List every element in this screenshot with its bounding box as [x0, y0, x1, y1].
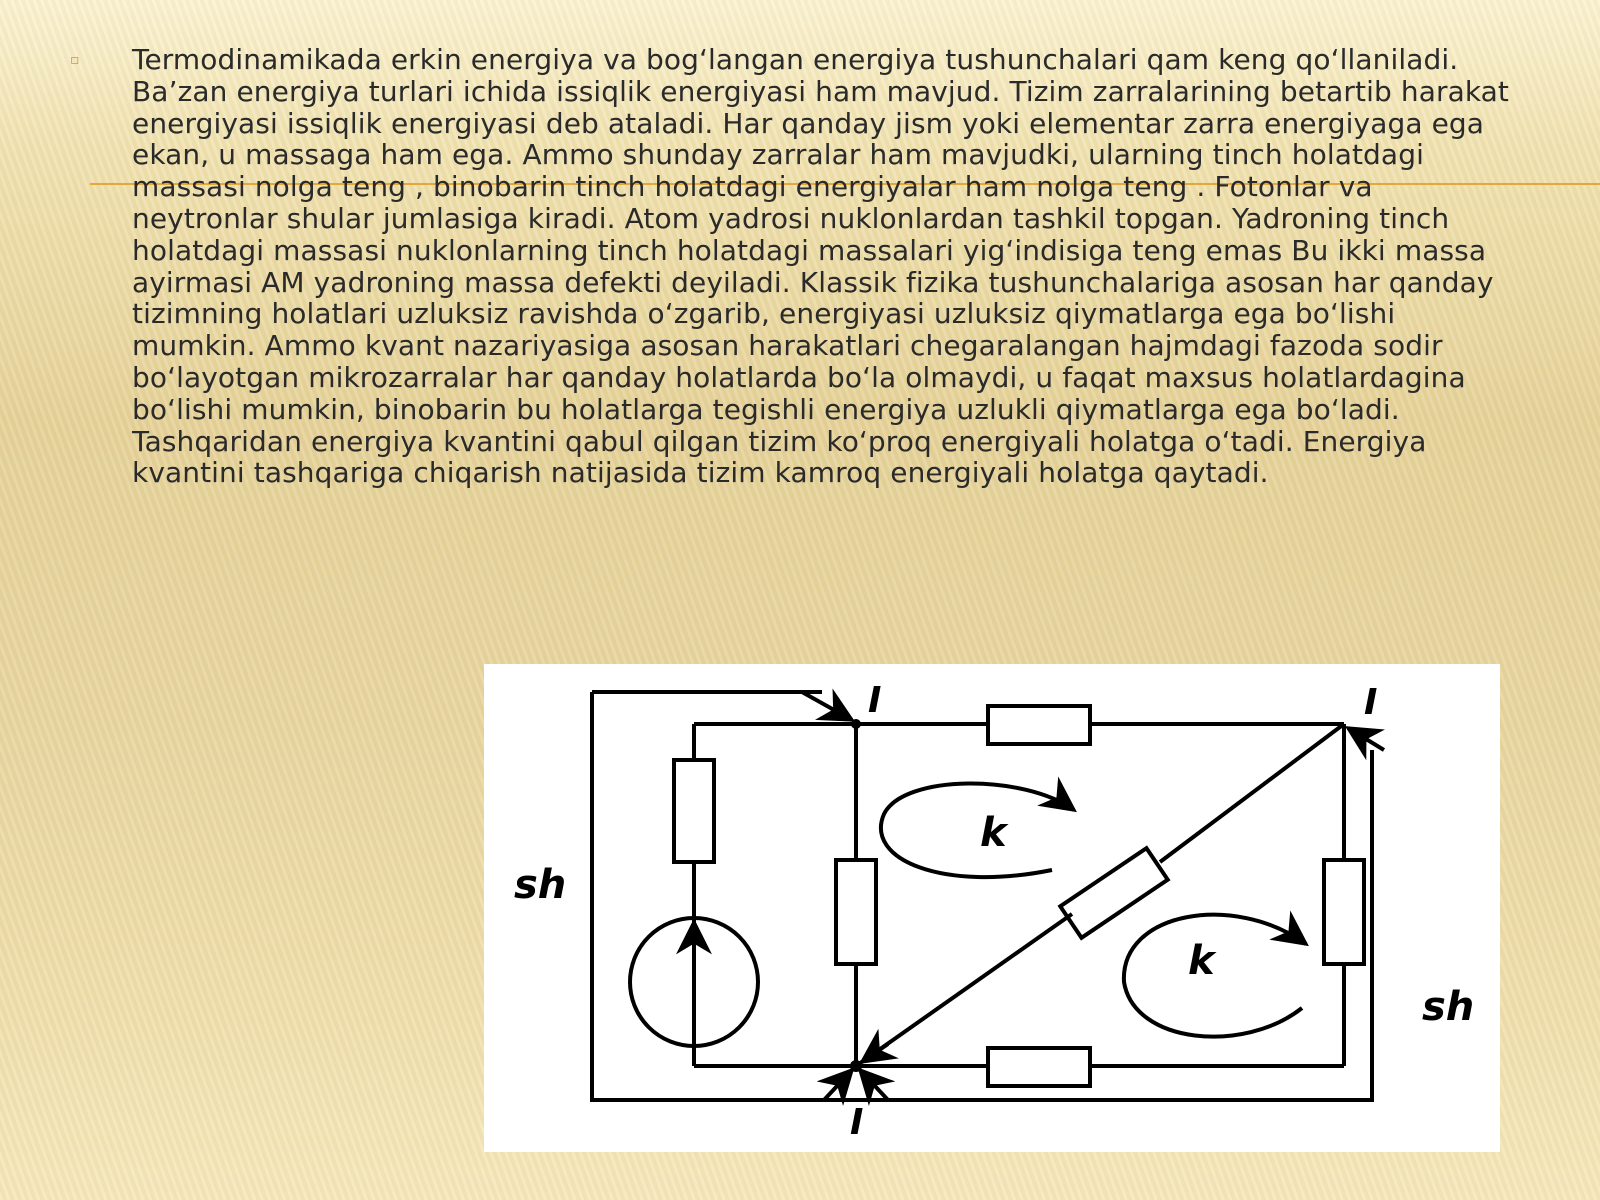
- loop-arrow-lower: [1124, 915, 1306, 1037]
- resistor-diagonal: [1060, 848, 1167, 938]
- current-arrow-top-right: [1348, 728, 1384, 750]
- node-dot-top: [851, 719, 861, 729]
- node-dot-bottom: [850, 1060, 862, 1072]
- loop-label-upper: k: [980, 810, 1007, 856]
- bullet-square-icon: ▫: [70, 52, 80, 68]
- resistor-top: [988, 706, 1090, 744]
- loop-arrow-upper: [881, 783, 1074, 877]
- current-arrow-top-left: [802, 692, 852, 720]
- outer-wire: [592, 692, 1372, 1100]
- resistor-middle: [836, 860, 876, 964]
- loop-label-lower: k: [1188, 938, 1215, 984]
- circuit-diagram-svg: [484, 664, 1500, 1152]
- circuit-diagram: [484, 664, 1500, 1152]
- diagonal-wire-b: [1160, 724, 1344, 862]
- diagonal-wire-a: [856, 914, 1072, 1066]
- node-label-bottom: I: [850, 1102, 864, 1143]
- slide-body-text: Termodinamikada erkin energiya va bog‘langan energiya tushunchalari qam keng qo‘llaniladi. Ba’zan energiya turlari ichida issiqlik energiyasi ham mavjud. Tizim zarralarining betartib harakat energiyasi issiqlik energiyasi deb ataladi. Har qanday jism yoki elementar zarra energiyaga ega ekan, u massaga ham ega. Ammo shunday zarralar ham mavjudki, ularning tinch holatdagi massasi nolga teng , binobarin tinch holatdagi energiyalar ham nolga teng . Fotonlar va neytronlar shular jumlasiga kiradi. Atom yadrosi nuklonlardan tashkil topgan. Yadroning tinch holatdagi massasi nuklonlarning tinch holatdagi massalari yig‘indisiga teng emas Bu ikki massa ayirmasi AM yadroning massa defekti deyiladi. Klassik fizika tushunchalariga asosan har qanday tizimning holatlari uzluksiz ravishda o‘zgarib, energiyasi uzluksiz qiymatlarga ega bo‘lishi mumkin. Ammo kvant nazariyasiga asosan harakatlari chegaralangan hajmdagi fazoda sodir bo‘layotgan mikrozarralar har qanday holatlarda bo‘la olmaydi, u faqat maxsus holatlardagina bo‘lishi mumkin, binobarin bu holatlarga tegishli energiya uzlukli qiymatlarga ega bo‘ladi. Tashqaridan energiya kvantini qabul qilgan tizim ko‘proq energiyali holatga o‘tadi. Energiya kvantini tashqariga chiqarish natijasida tizim kamroq energiyali holatga qaytadi.: [132, 43, 1510, 490]
- resistor-right: [1324, 860, 1364, 964]
- node-label-top-left: I: [868, 680, 882, 721]
- resistor-bottom: [988, 1048, 1090, 1086]
- current-arrow-bottom-right: [860, 1070, 888, 1100]
- node-label-top-right: I: [1364, 682, 1378, 723]
- branch-label-right: sh: [1422, 984, 1475, 1030]
- branch-label-left: sh: [514, 862, 567, 908]
- resistor-left: [674, 760, 714, 862]
- current-arrow-bottom-left: [824, 1070, 852, 1100]
- current-arrow-bottom-diag: [862, 1044, 888, 1062]
